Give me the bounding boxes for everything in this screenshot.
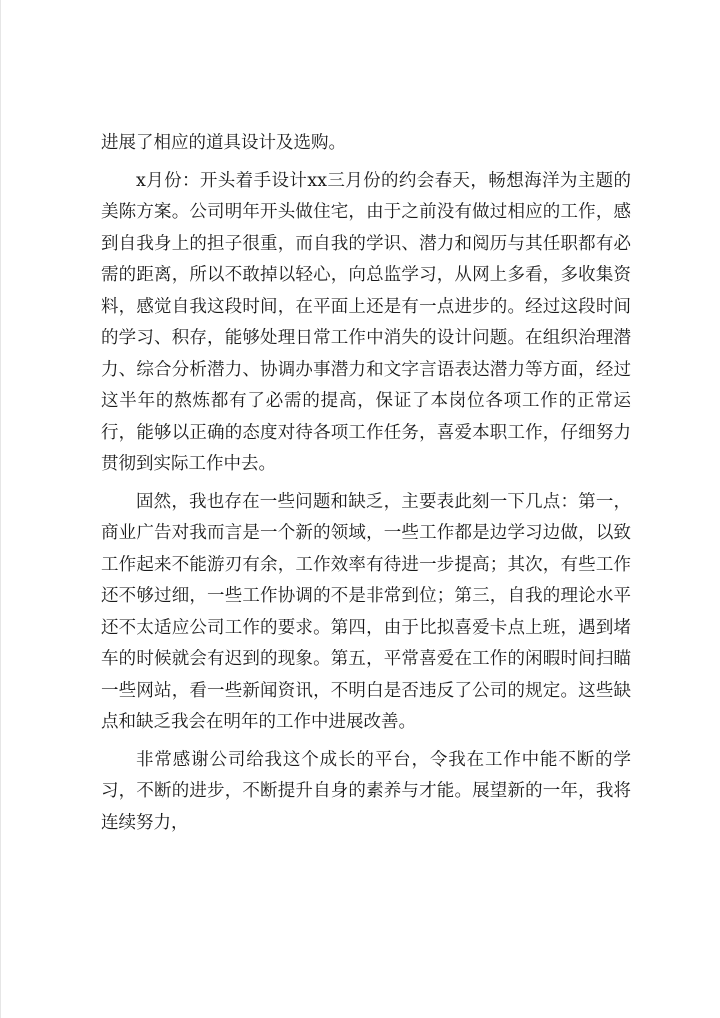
paragraph-1: 进展了相应的道具设计及选购。 (101, 133, 346, 153)
paragraph-4: 非常感谢公司给我这个成长的平台，令我在工作中能不断的学习，不断的进步，不断提升自身的素养与才能。展望新的一年，我将连续努力， (101, 749, 631, 833)
document-body (101, 128, 631, 845)
paragraph-2: x月份：开头着手设计xx三月份的约会春天，畅想海洋为主题的美陈方案。公司明年开头做住宅，由于之前没有做过相应的工作，感到自我身上的担子很重，而自我的学识、潜力和阅历与其任职都有必需的距离，所以不敢掉以轻心，向总监学习，从网上多看，多收集资料，感觉自我这段时间，在平面上还是有一点进步的。经过这段时间的学习、积存，能够处理日常工作中消失的设计问题。在组织治理潜力、综合分析潜力、协调办事潜力和文字言语表达潜力等方面，经过这半年的熬炼都有了必需的提高，保证了本岗位各项工作的正常运行，能够以正确的态度对待各项工作任务，喜爱本职工作，仔细努力贯彻到实际工作中去。 (101, 170, 631, 474)
paragraph-3: 固然，我也存在一些问题和缺乏，主要表此刻一下几点：第一，商业广告对我而言是一个新的领域，一些工作都是边学习边做，以致工作起来不能游刃有余，工作效率有待进一步提高；其次，有些工作还不够过细，一些工作协调的不是非常到位；第三，自我的理论水平还不太适应公司工作的要求。第四，由于比拟喜爱卡点上班，遇到堵车的时候就会有迟到的现象。第五，平常喜爱在工作的闲暇时间扫瞄一些网站，看一些新闻资讯，不明白是否违反了公司的规定。这些缺点和缺乏我会在明年的工作中进展改善。 (101, 491, 631, 732)
